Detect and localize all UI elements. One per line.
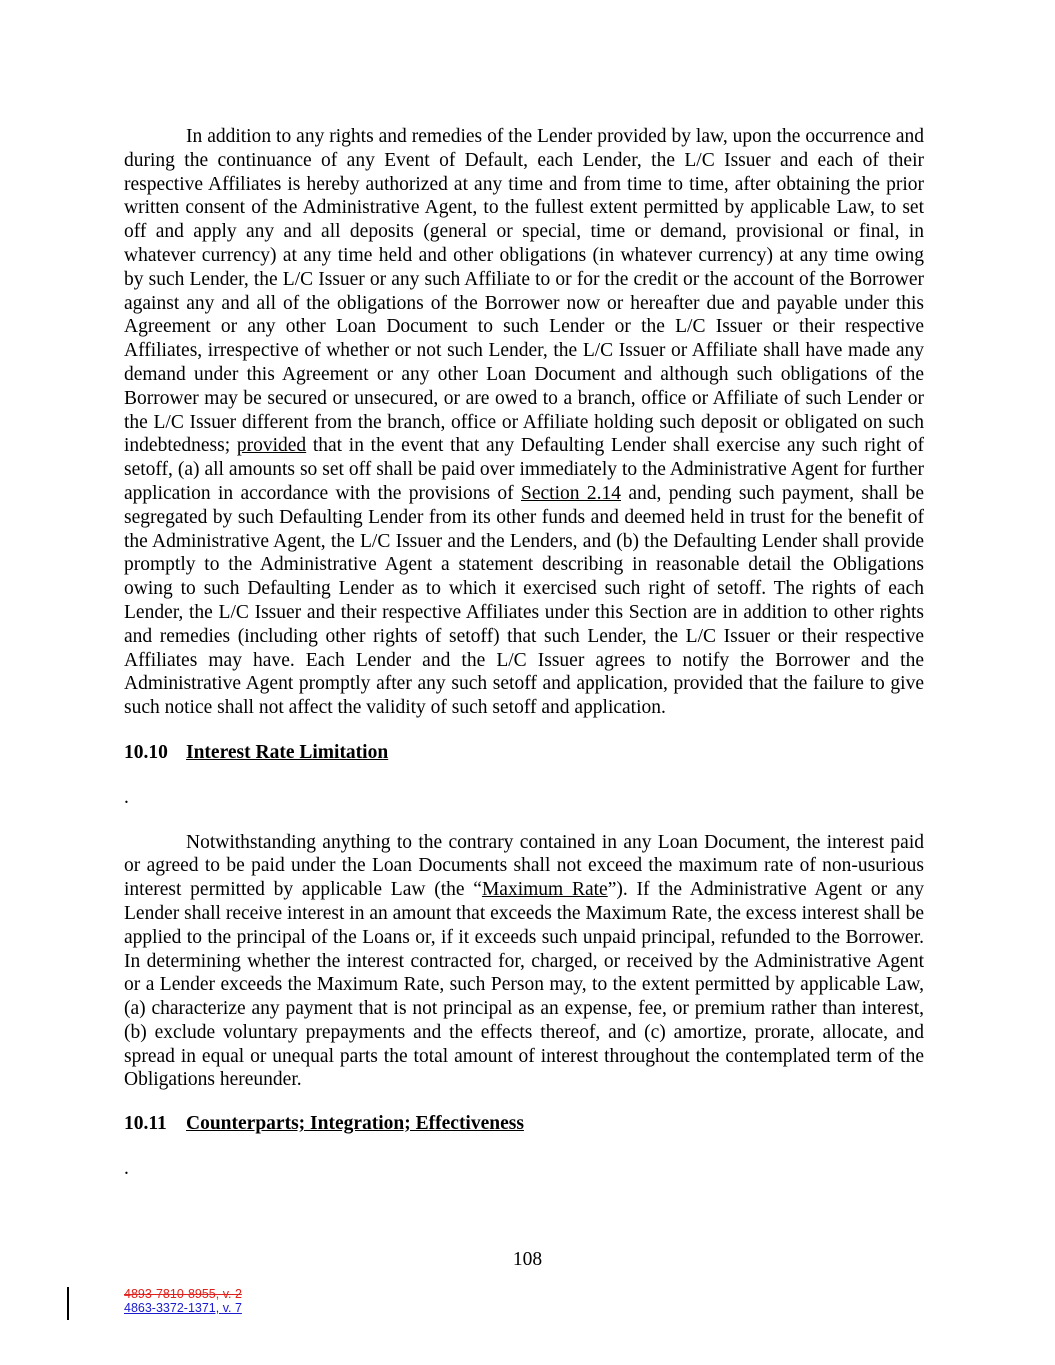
revision-change-bar	[67, 1287, 69, 1320]
maximum-rate-term: Maximum Rate	[481, 879, 608, 901]
setoff-paragraph	[124, 125, 924, 720]
section-title-interest-rate-limitation: Interest Rate Limitation	[186, 741, 389, 763]
section-placeholder-dot: .	[124, 786, 129, 808]
section-number-10-10: 10.10	[124, 741, 168, 763]
section-placeholder-dot: .	[124, 1158, 129, 1180]
setoff-text-part2: that in the event that any Defaulting Lender shall exercise any such right of setoff, (a) all amounts so set off shall be paid over immediately to the Administrative Agent for further application in accordance with the provisions of	[124, 435, 924, 504]
document-id-block	[124, 1287, 242, 1315]
section-title-counterparts: Counterparts; Integration; Effectiveness	[186, 1113, 524, 1135]
section-heading-10-11	[124, 1112, 924, 1136]
interest-rate-paragraph	[124, 831, 924, 1093]
inserted-document-id: 4863-3372-1371, v. 7	[124, 1301, 242, 1315]
interest-text-part2: ”). If the Administrative Agent or any Lender shall receive interest in an amount that exceeds the Maximum Rate, the excess interest shall be applied to the principal of the Loans or, if it exceeds such unpaid principal, refunded to the Borrower. In determining whether the interest contracted for, charged, or received by the Administrative Agent or a Lender exceeds the Maximum Rate, such Person may, to the extent permitted by applicable Law, (a) characterize any payment that is not principal as an expense, fee, or premium rather than interest, (b) exclude voluntary prepayments and the effects thereof, and (c) amortize, prorate, allocate, and spread in equal or unequal parts the total amount of interest throughout the contemplated term of the Obligations hereunder.	[124, 879, 924, 1091]
section-number-10-11: 10.11	[124, 1113, 167, 1135]
section-2-14-reference: Section 2.14	[521, 482, 621, 504]
setoff-text-part3: and, pending such payment, shall be segregated by such Defaulting Lender from its other funds and deemed held in trust for the benefit of the Administrative Agent, the L/C Issuer and the Lenders, and (b) the Defaulting Lender shall provide promptly to the Administrative Agent a statement describing in reasonable detail the Obligations owing to such Defaulting Lender as to which it exercised such right of setoff. The rights of each Lender, the L/C Issuer and their respective Affiliates under this Section are in addition to other rights and remedies (including other rights of setoff) that such Lender, the L/C Issuer or their respective Affiliates may have. Each Lender and the L/C Issuer agrees to notify the Borrower and the Administrative Agent promptly after any such setoff and application, provided that the failure to give such notice shall not affect the validity of such setoff and application.	[124, 482, 924, 719]
provided-term: provided	[236, 435, 307, 457]
section-heading-10-10	[124, 741, 924, 765]
interest-text-part1: Notwithstanding anything to the contrary contained in any Loan Document, the interest paid or agreed to be paid under the Loan Documents shall not exceed the maximum rate of non-usurious interest permitted by applicable Law (the “	[124, 831, 924, 901]
setoff-text-part1: In addition to any rights and remedies of the Lender provided by law, upon the occurrence and during the continuance of any Event of Default, each Lender, the L/C Issuer and each of their respective Affiliates is hereby authorized at any time and from time to time, after obtaining the prior written consent of the Administrative Agent, to the fullest extent permitted by applicable Law, to set off and apply any and all deposits (general or special, time or demand, provisional or final, in whatever currency) at any time held and other obligations (in whatever currency) at any time owing by such Lender, the L/C Issuer or any such Affiliate to or for the credit or the account of the Borrower against any and all of the obligations of the Borrower now or hereafter due and payable under this Agreement or any other Loan Document to such Lender or the L/C Issuer or their respective Affiliates, irrespective of whether or not such Lender, the L/C Issuer or Affiliate shall have made any demand under this Agreement or any other Loan Document and although such obligations of the Borrower may be secured or unsecured, or are owed to a branch, office or Affiliate of such Lender or the L/C Issuer different from the branch, office or Affiliate holding such deposit or obligated on such indebtedness;	[124, 126, 924, 457]
document-body	[124, 125, 924, 1181]
deleted-document-id: 4893-7810-8955, v. 2	[124, 1287, 242, 1301]
page-number: 108	[512, 1249, 543, 1270]
